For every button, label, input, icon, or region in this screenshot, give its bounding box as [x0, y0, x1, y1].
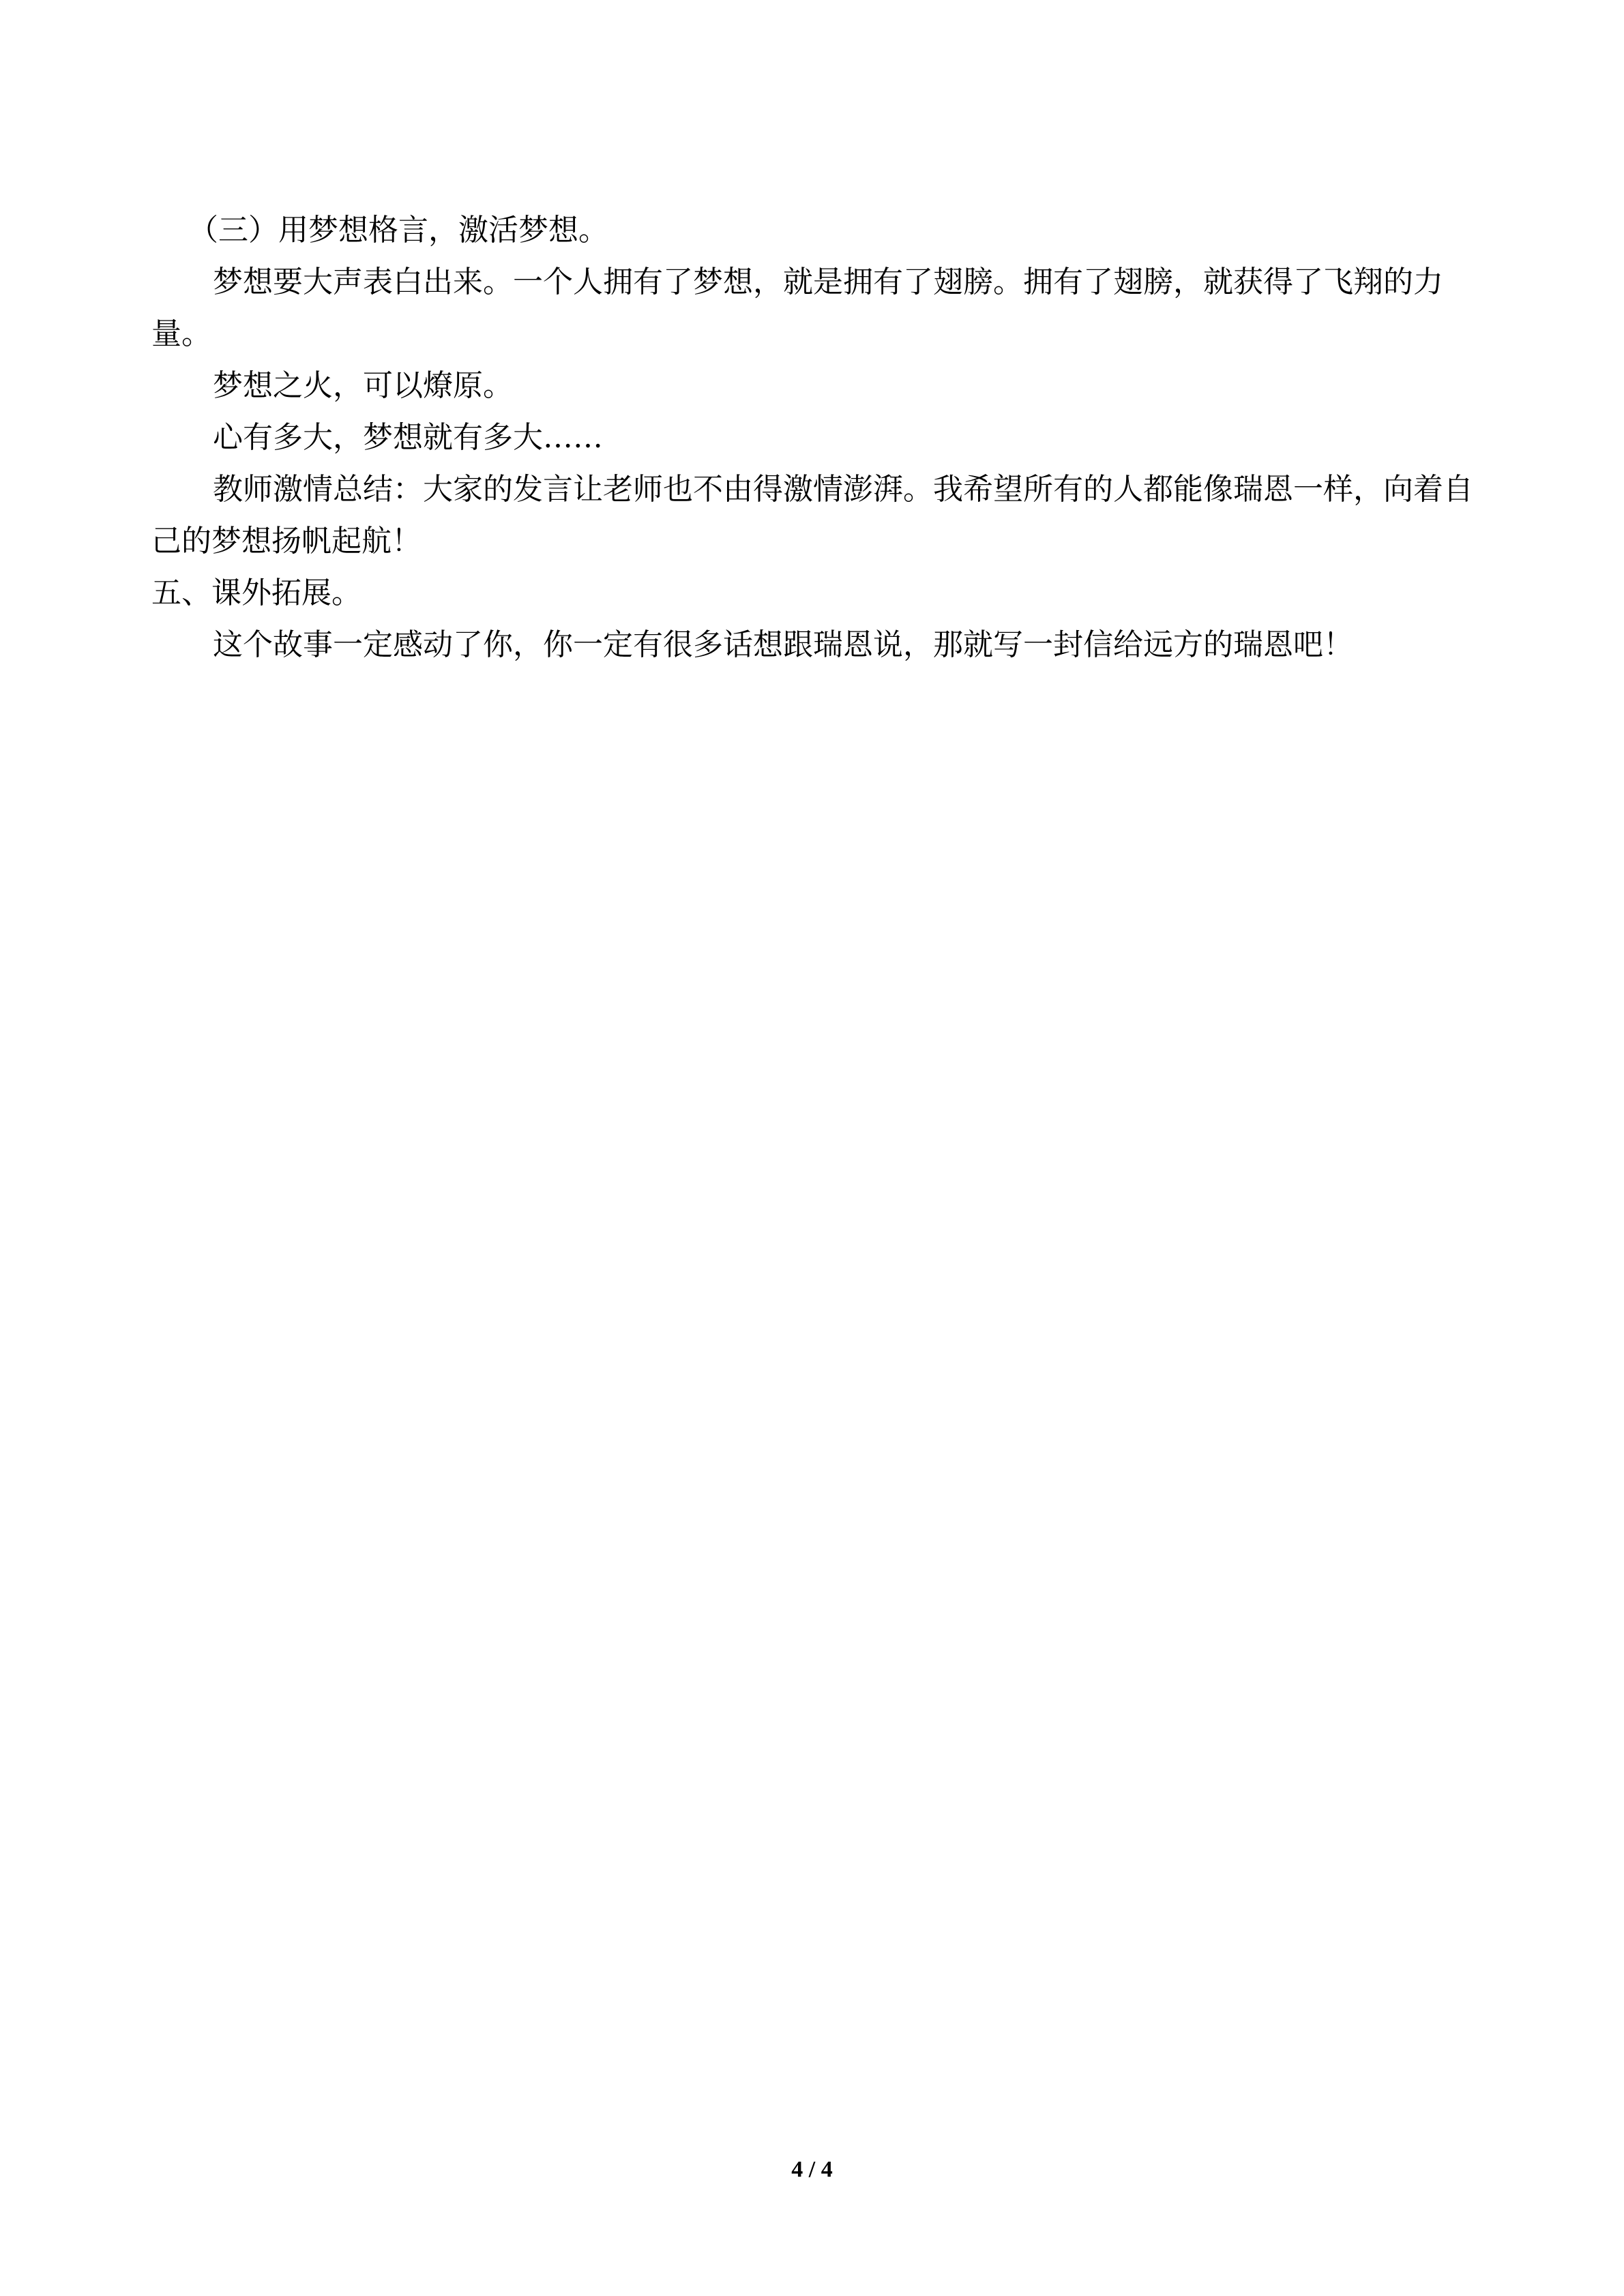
paragraph-letter-task: 这个故事一定感动了你，你一定有很多话想跟瑞恩说，那就写一封信给远方的瑞恩吧！: [213, 627, 1353, 662]
page-number: 4 / 4: [791, 2157, 833, 2182]
paragraph-dream-wings: 梦想要大声表白出来。一个人拥有了梦想，就是拥有了翅膀。拥有了翅膀，就获得了飞翔的力量。: [151, 265, 1443, 351]
document-body: [151, 205, 1475, 671]
paragraph-dream-fire: 梦想之火，可以燎原。: [213, 368, 513, 403]
section-heading-dream-mottos: （三）用梦想格言，激活梦想。: [188, 213, 608, 248]
paragraph-teacher-summary: 教师激情总结：大家的发言让老师也不由得激情澎湃。我希望所有的人都能像瑞恩一样，向着自己的梦想扬帆起航！: [151, 472, 1473, 558]
section-heading-extension: 五、课外拓展。: [151, 576, 361, 610]
paragraph-heart-size: 心有多大，梦想就有多大……: [213, 420, 603, 455]
